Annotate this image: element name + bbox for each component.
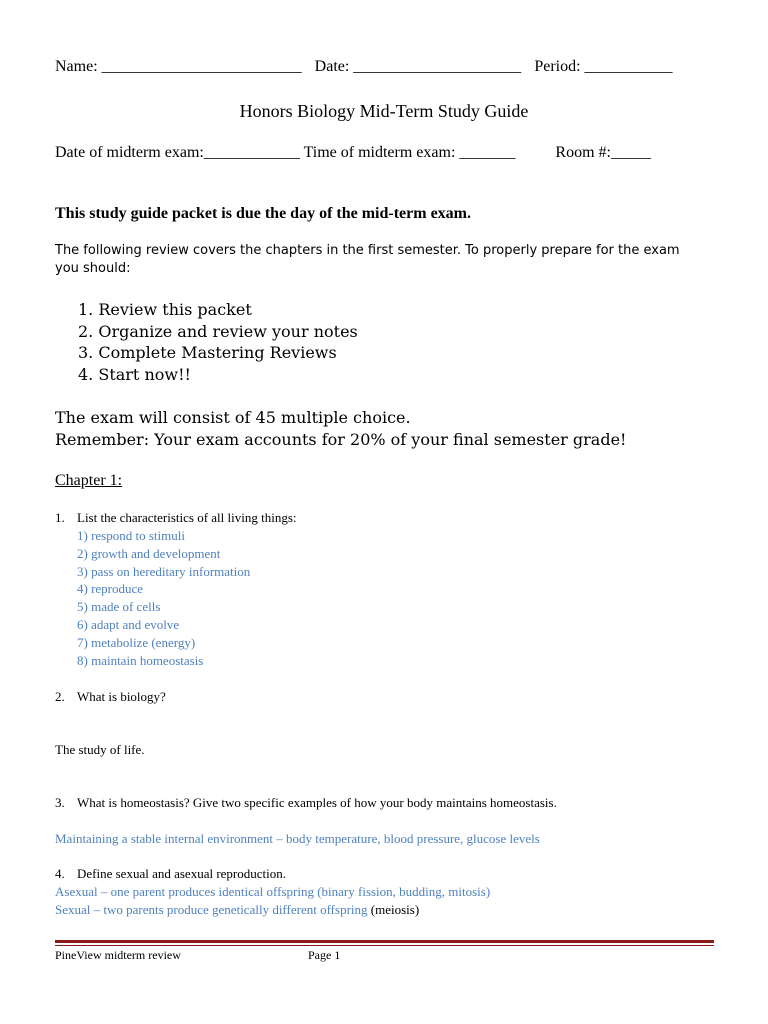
page-title: Honors Biology Mid-Term Study Guide (239, 101, 529, 121)
answer-item: 2) growth and development (77, 545, 221, 561)
prep-step: 4. Start now!! (78, 364, 191, 384)
prep-step: 2. Organize and review your notes (78, 321, 358, 341)
prep-step: 1. Review this packet (78, 300, 252, 319)
footer-rule-thin (55, 945, 714, 946)
exam-info (55, 407, 626, 450)
name-field: Name: _________________________ (55, 58, 302, 75)
room-field: Room #:_____ (555, 144, 651, 161)
answer-item: 5) made of cells (77, 599, 161, 615)
question-number: 1. (55, 510, 65, 525)
prep-step: 3. Complete Mastering Reviews (78, 343, 337, 362)
asexual-definition: Asexual – one parent produces identical offspring (binary fission, budding, mitosis) (55, 884, 491, 899)
answer-item: 4) reproduce (77, 581, 144, 597)
question-4 (55, 866, 286, 882)
question-text: Define sexual and asexual reproduction. (77, 866, 287, 881)
sexual-definition (55, 902, 419, 918)
question-2 (55, 689, 166, 705)
footer-title: PineView midterm review (55, 948, 181, 962)
question-1-answers (77, 527, 250, 669)
answer-item: 6) adapt and evolve (77, 616, 180, 632)
question-1 (55, 510, 297, 526)
due-notice: This study guide packet is due the day of the mid-term exam. (55, 205, 472, 222)
prep-steps-list (78, 299, 358, 385)
exam-date-field: Date of midterm exam:____________ (55, 144, 300, 161)
answer-item: 1) respond to stimuli (77, 528, 185, 543)
question-3-answer: Maintaining a stable internal environment – body temperature, blood pressure, glucose levels (55, 831, 540, 846)
date-field: Date: _____________________ (314, 58, 522, 75)
header-row (55, 58, 715, 76)
question-number: 2. (55, 689, 65, 704)
exam-format-line: The exam will consist of 45 multiple choice. (55, 408, 411, 427)
intro-text: The following review covers the chapters in the first semester. To properly prepare for the exam you should: (55, 243, 680, 276)
answer-item: 8) maintain homeostasis (77, 652, 204, 668)
exam-weight-line: Remember: Your exam accounts for 20% of your final semester grade! (55, 429, 627, 449)
exam-time-field: Time of midterm exam: _______ (303, 144, 516, 161)
footer-rule (55, 940, 714, 943)
question-number: 3. (55, 795, 65, 810)
question-text: What is biology? (77, 689, 166, 704)
question-number: 4. (55, 866, 65, 881)
question-3 (55, 795, 557, 811)
sexual-definition-text: Sexual – two parents produce genetically different offspring (55, 902, 368, 917)
question-text: What is homeostasis? Give two specific examples of how your body maintains homeostasis. (77, 795, 557, 810)
period-field: Period: ___________ (534, 58, 673, 75)
answer-item: 7) metabolize (energy) (77, 634, 196, 650)
question-2-answer: The study of life. (55, 742, 145, 757)
chapter-heading: Chapter 1: (55, 472, 123, 489)
page-number: Page 1 (308, 948, 341, 962)
question-text: List the characteristics of all living things: (77, 510, 297, 525)
exam-details-row (55, 144, 651, 162)
answer-item: 3) pass on hereditary information (77, 563, 251, 579)
sexual-definition-note: (meiosis) (367, 902, 420, 917)
